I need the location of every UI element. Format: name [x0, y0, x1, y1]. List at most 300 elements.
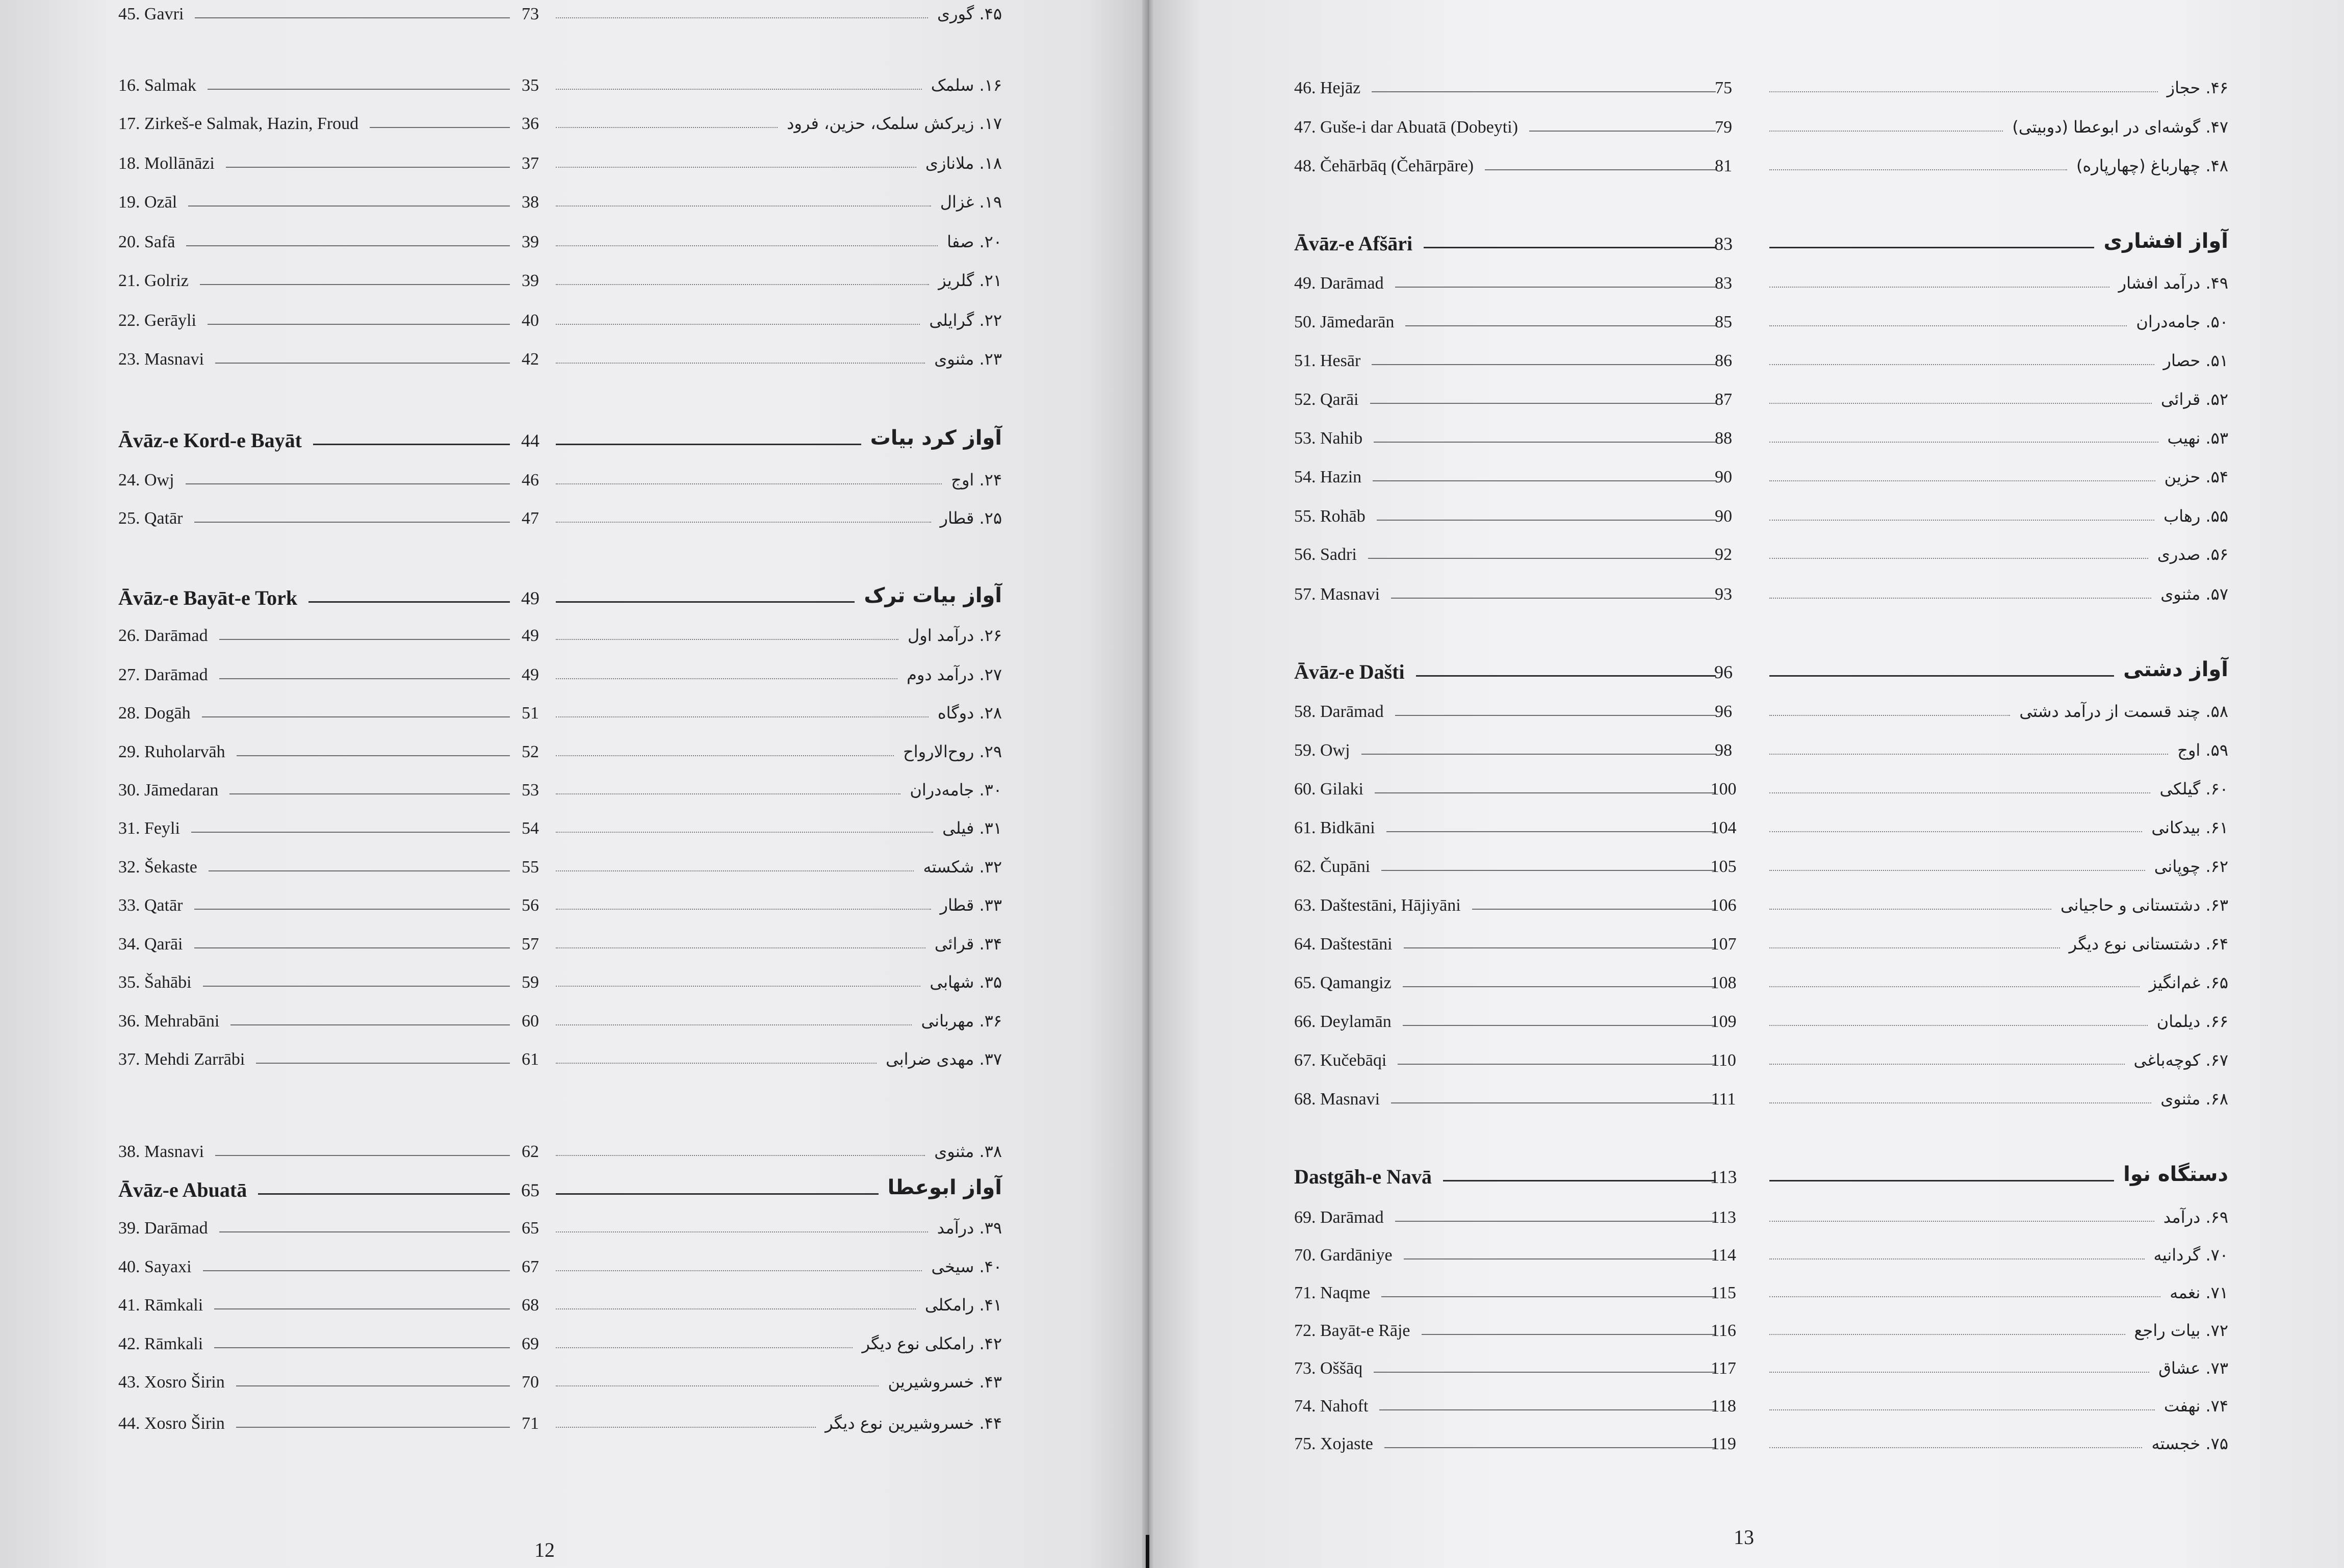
leader-rule-latin [1374, 442, 1716, 443]
entry-title-latin: 75. Xojaste [1294, 1434, 1373, 1453]
page-ref-number: 107 [1710, 935, 1737, 954]
page-ref-number: 69 [522, 1334, 539, 1353]
leader-rule-latin [1384, 1447, 1716, 1448]
entry-title-persian: ۷۳. عشاق [2158, 1358, 2228, 1378]
entry-title-latin: 23. Masnavi [118, 350, 204, 369]
entry-title-persian: ۳۱. فیلی [942, 818, 1002, 838]
left-page [0, 0, 1145, 1568]
leader-rule-latin [219, 639, 510, 640]
entry-title-persian: ۶۳. دشتستانی و حاجیانی [2060, 895, 2228, 915]
heading-latin: Āvāz-e Abuatā [118, 1178, 247, 1201]
toc-entry [118, 345, 1002, 376]
leader-rule-persian [556, 1427, 816, 1428]
toc-entry [1294, 1317, 2228, 1347]
leader-rule-latin [200, 284, 510, 285]
leader-rule-persian [1769, 1102, 2151, 1103]
leader-rule-persian [1769, 1221, 2154, 1222]
heading-latin: Āvāz-e Bayāt-e Tork [118, 586, 298, 609]
leader-rule-persian [556, 601, 855, 603]
leader-rule-persian [1769, 1180, 2114, 1181]
entry-title-persian: ۶۲. چوپانی [2154, 857, 2228, 876]
toc-entry [118, 228, 1002, 259]
entry-title-latin: 16. Salmak [118, 76, 196, 95]
toc-entry [118, 1253, 1002, 1283]
entry-title-latin: 49. Darāmad [1294, 274, 1384, 293]
leader-rule-latin [1374, 1372, 1716, 1373]
page-ref-number: 93 [1715, 585, 1732, 604]
leader-rule-persian [1769, 287, 2109, 288]
leader-rule-latin [208, 324, 510, 325]
entry-title-persian: ۷۱. نغمه [2170, 1283, 2228, 1302]
page-ref-number: 116 [1711, 1321, 1736, 1340]
entry-title-persian: ۱۷. زیرکش سلمک، حزین، فرود [787, 114, 1002, 133]
toc-entry [1294, 775, 2228, 806]
leader-rule-persian [556, 205, 931, 207]
leader-rule-persian [556, 1231, 928, 1232]
page-ref-number: 113 [1710, 1167, 1737, 1187]
toc-entry [1294, 969, 2228, 999]
entry-title-persian: ۳۴. قرائی [934, 934, 1002, 954]
page-ref-number: 100 [1710, 780, 1737, 799]
toc-entry [118, 306, 1002, 337]
entry-title-latin: 67. Kučebāqi [1294, 1051, 1387, 1070]
entry-title-persian: ۳۹. درآمد [937, 1218, 1002, 1238]
toc-entry [1294, 1008, 2228, 1038]
entry-title-latin: 34. Qarāi [118, 935, 183, 954]
heading-latin: Dastgāh-e Navā [1294, 1165, 1432, 1188]
toc-entry [118, 1291, 1002, 1322]
entry-title-persian: ۴۴. خسروشیرین نوع دیگر [825, 1413, 1002, 1433]
entry-title-persian: ۴۲. رامکلی نوع دیگر [862, 1334, 1002, 1353]
leader-rule-latin [1373, 480, 1716, 481]
leader-rule-persian [1769, 1025, 2148, 1026]
entry-title-persian: ۵۰. جامه‌دران [2136, 312, 2228, 331]
leader-rule-latin [194, 522, 510, 523]
page-ref-number: 68 [522, 1296, 539, 1315]
toc-entry [118, 1409, 1002, 1440]
leader-rule-persian [556, 284, 929, 285]
toc-entry [118, 853, 1002, 884]
leader-rule-persian [1769, 1372, 2149, 1373]
leader-rule-persian [1769, 364, 2154, 365]
entry-title-persian: ۵۴. حزین [2164, 467, 2228, 486]
page-ref-number: 86 [1715, 351, 1732, 370]
entry-title-latin: 30. Jāmedaran [118, 781, 219, 800]
leader-rule-latin [256, 1063, 510, 1064]
page-ref-number: 110 [1711, 1051, 1736, 1070]
leader-rule-latin [1391, 1102, 1716, 1103]
leader-rule-latin [370, 127, 510, 128]
toc-entry [1294, 698, 2228, 728]
entry-title-persian: ۵۶. صدری [2157, 545, 2228, 564]
section-heading [118, 1176, 1002, 1206]
entry-title-latin: 36. Mehrabāni [118, 1012, 220, 1031]
leader-rule-persian [1769, 831, 2142, 832]
entry-title-persian: ۵۲. قرائی [2160, 390, 2228, 409]
entry-title-persian: ۶۱. بیدکانی [2151, 818, 2228, 837]
leader-rule-latin [202, 716, 510, 717]
toc-entry [1294, 1046, 2228, 1077]
section-heading [1294, 1163, 2228, 1193]
entry-title-persian: ۳۵. شهابی [930, 972, 1002, 992]
entry-title-persian: ۴۵. گوری [937, 4, 1002, 23]
toc-entry [1294, 113, 2228, 144]
page-ref-number: 117 [1711, 1359, 1736, 1378]
entry-title-latin: 27. Darāmad [118, 665, 208, 684]
entry-title-latin: 46. Hejāz [1294, 79, 1361, 97]
heading-persian: آواز بیات ترک [864, 584, 1002, 607]
leader-rule-latin [1395, 715, 1716, 716]
entry-title-latin: 57. Masnavi [1294, 585, 1380, 604]
page-ref-number: 104 [1710, 818, 1737, 837]
toc-entry [118, 110, 1002, 140]
toc-entry [1294, 74, 2228, 105]
page-ref-number: 96 [1715, 702, 1732, 721]
page-number-left: 12 [534, 1538, 555, 1561]
leader-rule-persian [556, 89, 922, 90]
page-ref-number: 46 [522, 471, 539, 490]
page-ref-number: 98 [1715, 741, 1732, 760]
entry-title-persian: ۷۰. گردانیه [2153, 1245, 2228, 1265]
entry-title-latin: 55. Rohāb [1294, 507, 1366, 526]
page-ref-number: 83 [1715, 274, 1732, 293]
entry-title-latin: 53. Nahib [1294, 429, 1363, 448]
leader-rule-persian [556, 793, 900, 794]
page-ref-number: 114 [1711, 1246, 1736, 1265]
leader-rule-latin [1379, 1409, 1716, 1410]
entry-title-latin: 28. Dogāh [118, 704, 191, 723]
entry-title-latin: 22. Gerāyli [118, 311, 196, 330]
leader-rule-latin [194, 909, 510, 910]
entry-title-persian: ۲۸. دوگاه [937, 703, 1002, 723]
leader-rule-persian [1769, 986, 2140, 987]
leader-rule-latin [1375, 792, 1716, 793]
page-ref-number: 70 [522, 1373, 539, 1392]
leader-rule-latin [1403, 1025, 1716, 1026]
leader-rule-latin [1361, 754, 1716, 755]
leader-rule-persian [556, 363, 925, 364]
entry-title-persian: ۲۱. گلریز [938, 271, 1002, 290]
entry-title-latin: 21. Golriz [118, 271, 189, 290]
entry-title-persian: ۶۴. دشتستانی نوع دیگر [2069, 934, 2228, 954]
toc-entry [118, 814, 1002, 845]
entry-title-latin: 73. Oššāq [1294, 1359, 1363, 1378]
leader-rule-latin [215, 1155, 510, 1156]
page-ref-number: 71 [522, 1414, 539, 1433]
leader-rule-persian [1769, 520, 2154, 521]
toc-entry [118, 149, 1002, 180]
toc-entry [1294, 1430, 2228, 1460]
toc-entry [118, 1214, 1002, 1245]
leader-rule-latin [1404, 947, 1716, 948]
heading-persian: آواز کرد بیات [870, 426, 1002, 450]
leader-rule-persian [556, 245, 938, 246]
entry-title-persian: ۴۳. خسروشیرین [888, 1372, 1002, 1392]
page-ref-number: 37 [522, 154, 539, 173]
leader-rule-latin [308, 601, 510, 603]
entry-title-persian: ۴۹. درآمد افشار [2118, 273, 2228, 293]
leader-rule-latin [1424, 247, 1716, 248]
leader-rule-persian [556, 483, 942, 484]
entry-title-latin: 18. Mollānāzi [118, 154, 215, 173]
page-ref-number: 49 [521, 588, 539, 608]
leader-rule-latin [1443, 1180, 1716, 1181]
entry-title-persian: ۶۰. گیلکی [2159, 779, 2228, 799]
entry-title-latin: 40. Sayaxi [118, 1257, 192, 1276]
page-ref-number: 57 [522, 935, 539, 954]
entry-title-latin: 61. Bidkāni [1294, 818, 1375, 837]
toc-entry [1294, 814, 2228, 844]
page-ref-number: 73 [522, 5, 539, 23]
toc-entry [118, 891, 1002, 922]
entry-title-persian: ۲۶. درآمد اول [907, 626, 1002, 645]
toc-entry [1294, 1085, 2228, 1116]
leader-rule-latin [1381, 870, 1716, 871]
entry-title-persian: ۱۸. ملانازی [925, 153, 1002, 173]
page-ref-number: 49 [522, 626, 539, 645]
entry-title-latin: 71. Naqme [1294, 1283, 1371, 1302]
leader-rule-persian [556, 1155, 925, 1156]
right-page [1152, 0, 2344, 1568]
leader-rule-latin [1485, 169, 1716, 170]
toc-entry [1294, 930, 2228, 961]
leader-rule-latin [203, 1270, 510, 1271]
entry-title-persian: ۵۸. چند قسمت از درآمد دشتی [2019, 702, 2228, 721]
heading-persian: آواز افشاری [2103, 229, 2228, 253]
leader-rule-latin [215, 363, 510, 364]
toc-entry [118, 738, 1002, 768]
leader-rule-persian [556, 716, 929, 717]
page-ref-number: 49 [522, 665, 539, 684]
entry-title-latin: 29. Ruholarvāh [118, 742, 225, 761]
leader-rule-latin [1405, 325, 1716, 326]
leader-rule-latin [236, 1385, 510, 1386]
leader-rule-persian [556, 1270, 922, 1271]
entry-title-persian: ۵۹. اوج [2177, 740, 2228, 760]
heading-persian: دستگاه نوا [2123, 1163, 2228, 1186]
entry-title-latin: 74. Nahoft [1294, 1397, 1369, 1416]
leader-rule-latin [203, 986, 510, 987]
leader-rule-persian [1769, 947, 2060, 948]
page-ref-number: 65 [522, 1219, 539, 1238]
entry-title-latin: 60. Gilaki [1294, 780, 1363, 799]
leader-rule-latin [214, 1308, 510, 1309]
leader-rule-persian [1769, 131, 2003, 132]
entry-title-latin: 39. Darāmad [118, 1219, 208, 1238]
toc-entry [1294, 424, 2228, 455]
entry-title-latin: 50. Jāmedarān [1294, 313, 1395, 331]
leader-rule-persian [1769, 909, 2051, 910]
toc-entry [118, 968, 1002, 999]
leader-rule-persian [1769, 1064, 2125, 1065]
entry-title-persian: ۴۶. حجاز [2167, 78, 2228, 97]
entry-title-latin: 48. Čehārbāq (Čehārpāre) [1294, 157, 1474, 175]
toc-entry [118, 188, 1002, 219]
entry-title-persian: ۴۸. چهارباغ (چهارپاره) [2076, 156, 2228, 175]
leader-rule-persian [556, 1063, 877, 1064]
leader-rule-persian [556, 324, 920, 325]
leader-rule-latin [236, 1427, 510, 1428]
page-ref-number: 55 [522, 858, 539, 877]
page-ref-number: 90 [1715, 507, 1732, 526]
entry-title-persian: ۲۵. قطار [940, 508, 1002, 528]
entry-title-latin: 54. Hazin [1294, 468, 1362, 486]
heading-latin: Āvāz-e Dašti [1294, 660, 1405, 683]
entry-title-latin: 33. Qatār [118, 896, 183, 915]
toc-entry [1294, 541, 2228, 571]
leader-rule-latin [1372, 91, 1716, 92]
page-ref-number: 40 [522, 311, 539, 330]
leader-rule-latin [1372, 364, 1716, 365]
page-ref-number: 65 [521, 1180, 539, 1200]
toc-entry [1294, 463, 2228, 494]
leader-rule-persian [1769, 598, 2151, 599]
page-ref-number: 51 [522, 704, 539, 723]
leader-rule-latin [219, 1231, 510, 1232]
entry-title-latin: 19. Ozāl [118, 193, 177, 212]
leader-rule-persian [1769, 558, 2148, 559]
leader-rule-persian [556, 522, 931, 523]
entry-title-latin: 31. Feyli [118, 819, 180, 838]
page-ref-number: 75 [1715, 79, 1732, 97]
toc-entry [118, 622, 1002, 652]
entry-title-latin: 42. Rāmkali [118, 1334, 203, 1353]
entry-title-persian: ۳۳. قطار [940, 895, 1002, 915]
entry-title-persian: ۵۷. مثنوی [2160, 584, 2228, 604]
heading-latin: Āvāz-e Afšāri [1294, 232, 1413, 255]
entry-title-latin: 24. Owj [118, 471, 174, 490]
entry-title-persian: ۱۶. سلمک [931, 75, 1002, 95]
entry-title-persian: ۲۳. مثنوی [934, 349, 1002, 369]
leader-rule-latin [258, 1193, 510, 1195]
leader-rule-persian [1769, 1296, 2160, 1297]
leader-rule-persian [556, 1193, 879, 1195]
page-ref-number: 119 [1711, 1434, 1736, 1453]
entry-title-latin: 58. Darāmad [1294, 702, 1384, 721]
leader-rule-persian [556, 444, 861, 445]
page-ref-number: 44 [521, 430, 539, 451]
entry-title-latin: 56. Sadri [1294, 545, 1357, 564]
entry-title-latin: 47. Guše-i dar Abuatā (Dobeyti) [1294, 118, 1518, 137]
entry-title-persian: ۳۷. مهدی ضرابی [886, 1049, 1002, 1069]
leader-rule-latin [1529, 131, 1716, 132]
section-heading [118, 584, 1002, 614]
toc-entry [118, 466, 1002, 497]
heading-persian: آواز دشتی [2123, 658, 2228, 681]
toc-entry [118, 0, 1002, 31]
entry-title-latin: 32. Šekaste [118, 858, 197, 877]
entry-title-persian: ۳۸. مثنوی [934, 1142, 1002, 1161]
leader-rule-persian [1769, 442, 2158, 443]
leader-rule-latin [230, 1024, 510, 1025]
toc-entry [1294, 853, 2228, 883]
entry-title-latin: 17. Zirkeš-e Salmak, Hazin, Froud [118, 114, 359, 133]
leader-rule-persian [556, 947, 925, 948]
page-ref-number: 118 [1711, 1397, 1736, 1416]
section-heading [1294, 658, 2228, 688]
leader-rule-persian [556, 678, 897, 679]
heading-latin: Āvāz-e Kord-e Bayāt [118, 429, 302, 452]
page-number-right: 13 [1734, 1526, 1754, 1549]
entry-title-persian: ۴۱. رامکلی [924, 1295, 1002, 1315]
page-ref-number: 53 [522, 781, 539, 800]
toc-entry [118, 699, 1002, 730]
page-ref-number: 90 [1715, 468, 1732, 486]
entry-title-latin: 20. Safā [118, 233, 175, 251]
entry-title-latin: 25. Qatār [118, 509, 183, 528]
entry-title-persian: ۴۷. گوشه‌ای در ابوعطا (دوبیتی) [2012, 117, 2228, 137]
toc-entry [118, 1045, 1002, 1076]
entry-title-latin: 43. Xosro Širin [118, 1373, 225, 1392]
entry-title-persian: ۶۹. درآمد [2163, 1207, 2228, 1227]
page-ref-number: 87 [1715, 390, 1732, 409]
page-ref-number: 109 [1710, 1012, 1737, 1031]
entry-title-latin: 59. Owj [1294, 741, 1350, 760]
leader-rule-persian [556, 639, 898, 640]
entry-title-latin: 69. Darāmad [1294, 1208, 1384, 1227]
leader-rule-latin [186, 483, 510, 484]
page-ref-number: 88 [1715, 429, 1732, 448]
leader-rule-latin [194, 947, 510, 948]
gutter-mark [1146, 1535, 1149, 1568]
leader-rule-latin [1398, 1064, 1716, 1065]
heading-persian: آواز ابوعطا [887, 1176, 1002, 1199]
page-ref-number: 67 [522, 1257, 539, 1276]
leader-rule-persian [556, 1347, 853, 1348]
section-heading [118, 426, 1002, 457]
section-heading [1294, 229, 2228, 260]
entry-title-persian: ۴۰. سیخی [931, 1257, 1002, 1276]
page-ref-number: 115 [1711, 1283, 1736, 1302]
leader-rule-latin [1381, 1296, 1716, 1297]
leader-rule-latin [1370, 403, 1716, 404]
leader-rule-persian [556, 755, 894, 756]
leader-rule-persian [556, 17, 928, 18]
leader-rule-persian [1769, 715, 2010, 716]
leader-rule-persian [1769, 792, 2150, 793]
page-ref-number: 92 [1715, 545, 1732, 564]
page-ref-number: 56 [522, 896, 539, 915]
toc-entry [1294, 891, 2228, 922]
entry-title-persian: ۳۰. جامه‌دران [910, 780, 1002, 800]
leader-rule-latin [226, 167, 510, 168]
leader-rule-latin [1404, 1258, 1716, 1259]
page-ref-number: 38 [522, 193, 539, 212]
entry-title-latin: 51. Hesār [1294, 351, 1361, 370]
toc-entry [118, 1368, 1002, 1399]
leader-rule-persian [556, 832, 933, 833]
page-ref-number: 39 [522, 233, 539, 251]
toc-entry [118, 504, 1002, 535]
leader-rule-latin [219, 678, 510, 679]
leader-rule-persian [556, 909, 931, 910]
entry-title-persian: ۲۲. گرایلی [929, 311, 1002, 330]
entry-title-latin: 45. Gavri [118, 5, 184, 23]
entry-title-persian: ۶۶. دیلمان [2156, 1012, 2228, 1031]
toc-entry [118, 71, 1002, 102]
entry-title-latin: 38. Masnavi [118, 1142, 204, 1161]
entry-title-latin: 63. Daštestāni, Hājiyāni [1294, 896, 1461, 915]
leader-rule-latin [195, 17, 510, 18]
entry-title-persian: ۵۱. حصار [2163, 351, 2228, 370]
toc-entry [118, 1138, 1002, 1168]
toc-entry [118, 267, 1002, 297]
leader-rule-persian [1769, 754, 2168, 755]
leader-rule-persian [556, 167, 916, 168]
entry-title-persian: ۲۰. صفا [947, 232, 1002, 251]
leader-rule-latin [214, 1347, 510, 1348]
page-ref-number: 79 [1715, 118, 1732, 137]
